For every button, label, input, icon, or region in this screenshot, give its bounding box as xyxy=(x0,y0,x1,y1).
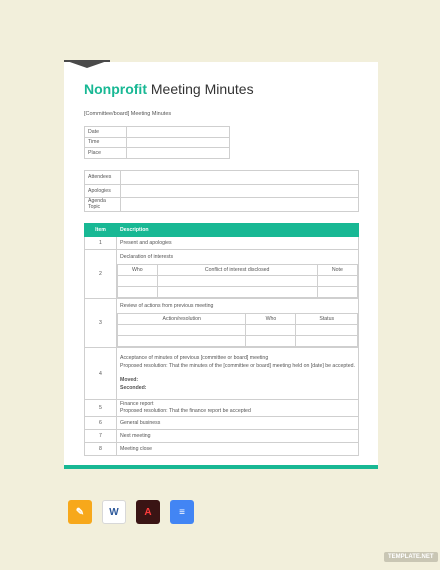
google-docs-icon[interactable]: ≡ xyxy=(170,500,194,524)
description-line: Proposed resolution: That the finance report be accepted xyxy=(120,408,251,414)
description-line: Acceptance of minutes of previous [committee or board] meeting xyxy=(120,355,269,361)
subtable-header: Note xyxy=(317,265,357,276)
subtable-header: Who xyxy=(246,314,296,325)
subtable-cell[interactable] xyxy=(317,276,357,287)
info-value[interactable] xyxy=(127,137,230,148)
format-icons xyxy=(68,500,194,524)
table-row xyxy=(85,127,230,138)
info-value[interactable] xyxy=(127,148,230,159)
item-description: Next meeting xyxy=(117,430,359,443)
meeting-info-table xyxy=(84,126,230,159)
info-label: Time xyxy=(85,137,127,148)
accent-bottom-bar xyxy=(64,465,378,469)
header-description: Description xyxy=(117,224,359,237)
item-number: 3 xyxy=(85,299,117,348)
table-row xyxy=(85,148,230,159)
info-label: Place xyxy=(85,148,127,159)
table-row xyxy=(85,417,359,430)
table-row xyxy=(85,250,359,299)
actions-subtable xyxy=(117,313,358,347)
subtable-cell[interactable] xyxy=(118,287,158,298)
info-label: Attendees xyxy=(85,171,121,185)
item-description-text: Declaration of interests xyxy=(120,254,174,260)
description-line: Proposed resolution: That the minutes of the [committee or board] meeting held on [date] be accepted. xyxy=(120,362,355,369)
item-description-lines xyxy=(120,355,355,392)
info-label: Agenda Topic xyxy=(85,198,121,212)
item-description xyxy=(117,299,359,348)
item-number: 1 xyxy=(85,237,117,250)
info-label: Apologies xyxy=(85,184,121,198)
moved-label: Moved: xyxy=(120,377,139,383)
table-row xyxy=(85,299,359,348)
info-label: Date xyxy=(85,127,127,138)
table-row xyxy=(85,400,359,417)
item-number: 5 xyxy=(85,400,117,417)
item-description xyxy=(117,400,359,417)
subtable-cell[interactable] xyxy=(157,276,317,287)
subtable-header: Status xyxy=(296,314,358,325)
agenda-table xyxy=(84,223,359,456)
info-value[interactable] xyxy=(121,184,359,198)
ribbon-tab xyxy=(64,60,110,68)
item-description xyxy=(117,348,359,400)
table-row xyxy=(85,184,359,198)
subtable-cell[interactable] xyxy=(118,325,246,336)
watermark: TEMPLATE.NET xyxy=(384,552,438,562)
subtable-cell[interactable] xyxy=(296,336,358,347)
table-row xyxy=(85,237,359,250)
table-row xyxy=(85,443,359,456)
item-number: 4 xyxy=(85,348,117,400)
info-value[interactable] xyxy=(121,198,359,212)
document-title xyxy=(84,81,254,97)
item-description: Present and apologies xyxy=(117,237,359,250)
seconded-label: Seconded: xyxy=(120,384,147,391)
table-row xyxy=(85,137,230,148)
subtable-cell[interactable] xyxy=(118,336,246,347)
pdf-icon[interactable]: A xyxy=(136,500,160,524)
subtable-row xyxy=(118,287,358,298)
pages-icon[interactable]: ✎ xyxy=(68,500,92,524)
attendance-table xyxy=(84,170,359,212)
subtable-cell[interactable] xyxy=(118,276,158,287)
subtable-cell[interactable] xyxy=(246,325,296,336)
subtable-header: Who xyxy=(118,265,158,276)
subtable-cell[interactable] xyxy=(157,287,317,298)
description-line: Finance report xyxy=(120,400,154,407)
item-number: 2 xyxy=(85,250,117,299)
subtable-cell[interactable] xyxy=(317,287,357,298)
subtable-header: Conflict of interest disclosed xyxy=(157,265,317,276)
subtable-header-row xyxy=(118,265,358,276)
document-subtitle: [Committee/board] Meeting Minutes xyxy=(84,111,172,117)
interests-subtable xyxy=(117,264,358,298)
table-row xyxy=(85,171,359,185)
item-description xyxy=(117,250,359,299)
subtable-row xyxy=(118,276,358,287)
item-number: 6 xyxy=(85,417,117,430)
title-highlight: Nonprofit xyxy=(84,81,147,97)
info-value[interactable] xyxy=(127,127,230,138)
table-header-row xyxy=(85,224,359,237)
subtable-cell[interactable] xyxy=(246,336,296,347)
subtable-row xyxy=(118,336,358,347)
header-item: Item xyxy=(85,224,117,237)
item-description: General business xyxy=(117,417,359,430)
table-row xyxy=(85,430,359,443)
info-value[interactable] xyxy=(121,171,359,185)
title-rest: Meeting Minutes xyxy=(150,81,254,97)
item-description: Meeting close xyxy=(117,443,359,456)
item-number: 7 xyxy=(85,430,117,443)
subtable-header-row xyxy=(118,314,358,325)
table-row xyxy=(85,198,359,212)
word-icon[interactable]: W xyxy=(102,500,126,524)
table-row xyxy=(85,348,359,400)
item-number: 8 xyxy=(85,443,117,456)
subtable-header: Action/resolution xyxy=(118,314,246,325)
item-description-text: Review of actions from previous meeting xyxy=(120,303,214,309)
subtable-cell[interactable] xyxy=(296,325,358,336)
subtable-row xyxy=(118,325,358,336)
item-description-lines xyxy=(120,401,355,416)
